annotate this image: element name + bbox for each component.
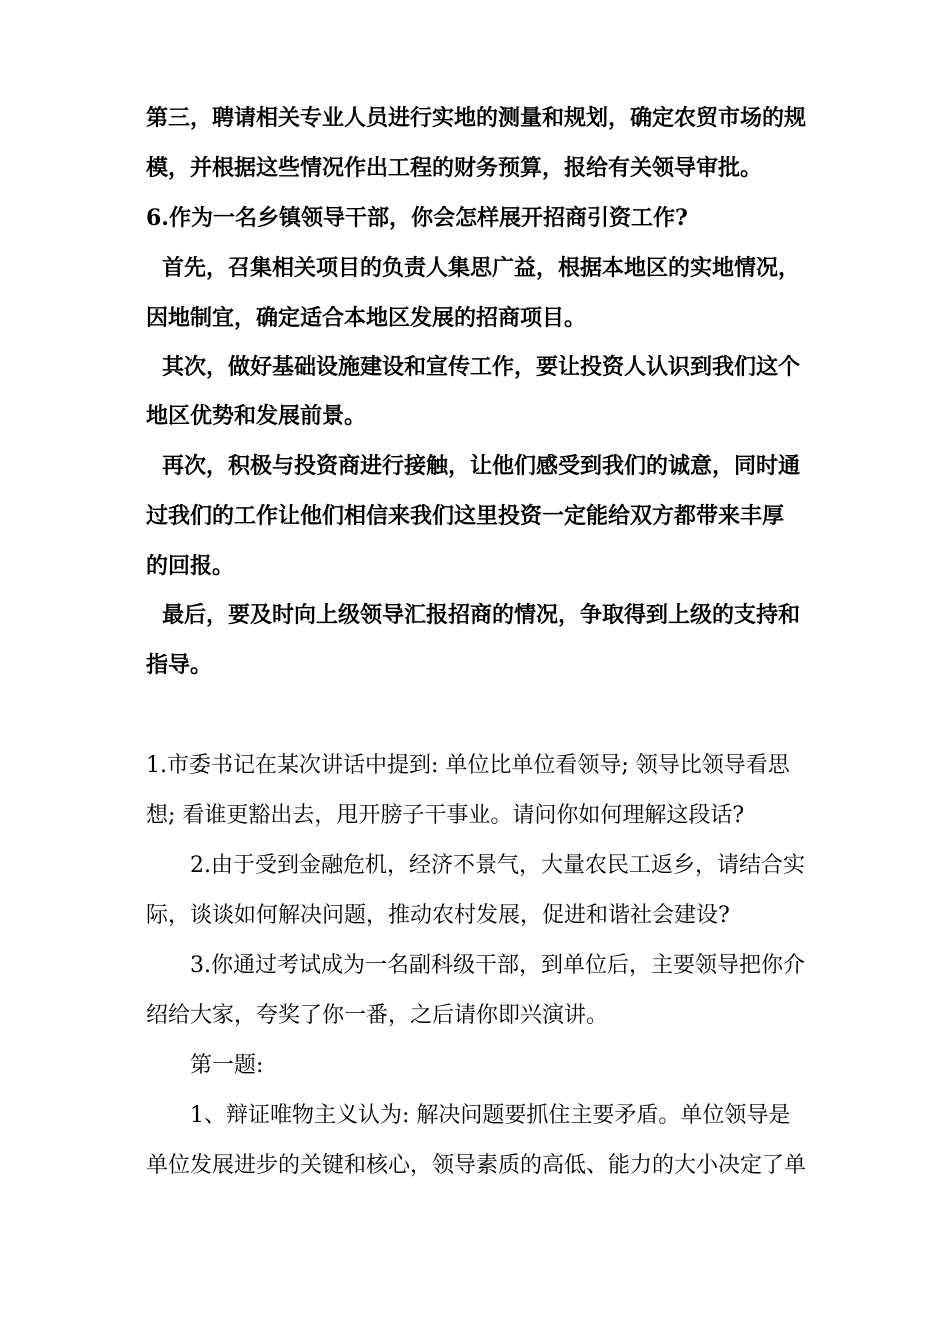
text-line-16: 际，谈谈如何解决问题，推动农村发展，促进和谐社会建设?	[146, 903, 730, 928]
text-line-8: 再次，积极与投资商进行接触，让他们感受到我们的诚意，同时通	[162, 453, 801, 479]
text-line-12: 指导。	[146, 652, 213, 678]
text-line-3: 6.作为一名乡镇领导干部，你会怎样展开招商引资工作?	[146, 205, 688, 231]
text-line-7: 地区优势和发展前景。	[146, 403, 367, 429]
text-line-15: 2.由于受到金融危机，经济不景气，大量农民工返乡，请结合实	[190, 853, 805, 878]
text-line-20: 1、辩证唯物主义认为: 解决问题要抓住主要矛盾。单位领导是	[190, 1103, 791, 1128]
text-line-19: 第一题:	[190, 1053, 264, 1078]
text-line-10: 的回报。	[146, 553, 235, 579]
text-line-21: 单位发展进步的关键和核心，领导素质的高低、能力的大小决定了单	[146, 1153, 807, 1178]
text-line-17: 3.你通过考试成为一名副科级干部，到单位后，主要领导把你介	[190, 953, 805, 978]
text-line-13: 1.市委书记在某次讲话中提到: 单位比单位看领导; 领导比领导看思	[146, 753, 790, 778]
text-line-18: 绍给大家，夸奖了你一番，之后请你即兴演讲。	[146, 1003, 609, 1028]
text-line-9: 过我们的工作让他们相信来我们这里投资一定能给双方都带来丰厚	[146, 503, 785, 529]
text-line-14: 想; 看谁更豁出去，甩开膀子干事业。请问你如何理解这段话?	[146, 803, 745, 828]
text-line-1: 第三，聘请相关专业人员进行实地的测量和规划，确定农贸市场的规	[146, 105, 807, 131]
text-line-6: 其次，做好基础设施建设和宣传工作，要让投资人认识到我们这个	[162, 354, 801, 380]
text-line-2: 模，并根据这些情况作出工程的财务预算，报给有关领导审批。	[146, 155, 763, 181]
text-line-4: 首先，召集相关项目的负责人集思广益，根据本地区的实地情况，	[162, 255, 801, 281]
text-line-11: 最后，要及时向上级领导汇报招商的情况，争取得到上级的支持和	[162, 602, 801, 628]
text-line-5: 因地制宜，确定适合本地区发展的招商项目。	[146, 305, 587, 331]
